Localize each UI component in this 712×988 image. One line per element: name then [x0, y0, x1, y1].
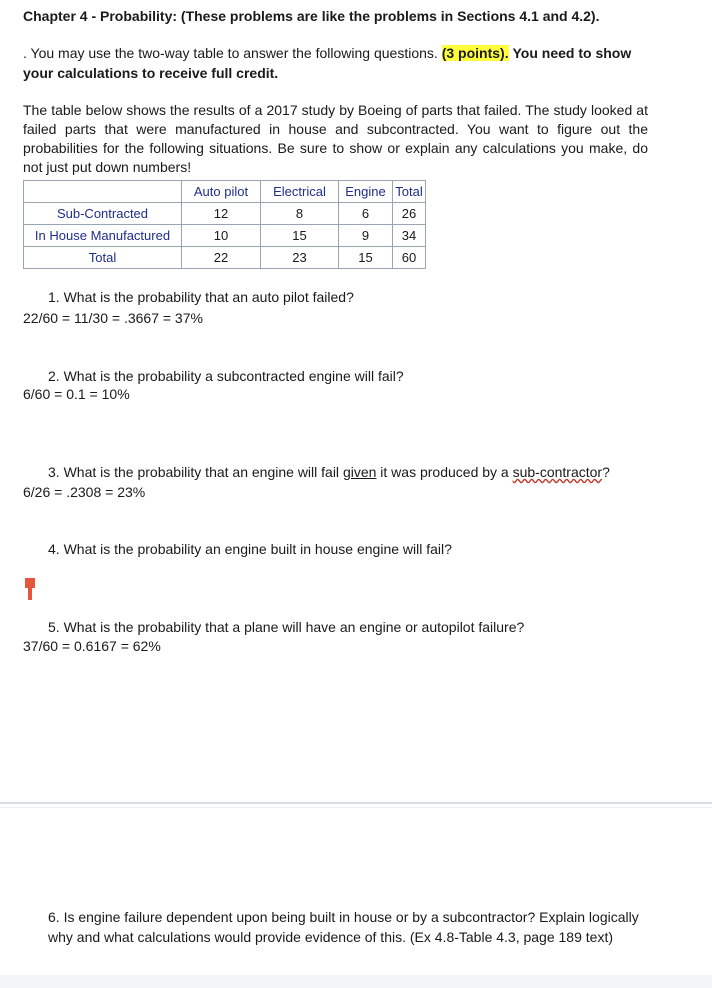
question-1: 1. What is the probability that an auto pilot failed? — [48, 289, 354, 305]
comment-marker-icon[interactable] — [25, 578, 35, 600]
intro-lead: . You may use the two-way table to answer the following questions. — [23, 45, 438, 61]
question-3 — [48, 464, 610, 480]
table-cell: 9 — [339, 225, 393, 247]
page-divider — [0, 802, 712, 804]
question-2: 2. What is the probability a subcontracted engine will fail? — [48, 368, 404, 384]
table-row-label: In House Manufactured — [24, 225, 182, 247]
page-bottom-band — [0, 975, 712, 988]
page-divider-shadow — [0, 807, 712, 808]
two-way-table — [23, 180, 426, 269]
page-title: Chapter 4 - Probability: (These problems are like the problems in Sections 4.1 and 4.2). — [23, 8, 600, 24]
table-header-cell: Electrical — [261, 181, 339, 203]
question-5: 5. What is the probability that a plane will have an engine or autopilot failure? — [48, 619, 525, 635]
table-row — [24, 247, 426, 269]
answer-3: 6/26 = .2308 = 23% — [23, 484, 146, 500]
answer-1: 22/60 = 11/30 = .3667 = 37% — [23, 310, 203, 326]
question-3-suffix: ? — [602, 464, 610, 480]
table-cell: 34 — [393, 225, 426, 247]
study-paragraph: The table below shows the results of a 2017 study by Boeing of parts that failed. The study looked at failed parts that were manufactured in house and subcontracted. You want to figure out the probabilities for the following situations. Be sure to show or explain any calculations you make, do not just put down numbers! — [23, 102, 648, 175]
answer-5: 37/60 = 0.6167 = 62% — [23, 638, 161, 654]
table-cell: 8 — [261, 203, 339, 225]
table-header-cell: Auto pilot — [182, 181, 261, 203]
question-6: 6. Is engine failure dependent upon being built in house or by a subcontractor? Explain logically why and what calculations would provide evidence of this. (Ex 4.8-Table 4.3, page 189 text) — [48, 909, 639, 945]
question-4: 4. What is the probability an engine built in house engine will fail? — [48, 541, 452, 557]
points-highlight: (3 points). — [441, 45, 509, 61]
table-cell: 10 — [182, 225, 261, 247]
table-header-cell: Total — [393, 181, 426, 203]
question-3-prefix: 3. What is the probability that an engine will fail — [48, 464, 343, 480]
question-3-sub-contractor: sub-contractor — [512, 464, 603, 480]
table-header-cell: Engine — [339, 181, 393, 203]
table-row — [24, 225, 426, 247]
question-3-middle: it was produced by a — [376, 464, 513, 480]
intro-text — [23, 43, 663, 83]
table-cell: 15 — [261, 225, 339, 247]
table-row-label: Sub-Contracted — [24, 203, 182, 225]
table-cell: 12 — [182, 203, 261, 225]
question-3-given: given — [342, 464, 377, 480]
table-cell: 23 — [261, 247, 339, 269]
table-header-cell — [24, 181, 182, 203]
table-row — [24, 203, 426, 225]
table-cell: 6 — [339, 203, 393, 225]
table-header-row — [24, 181, 426, 203]
answer-2: 6/60 = 0.1 = 10% — [23, 386, 130, 402]
table-cell: 15 — [339, 247, 393, 269]
table-row-label: Total — [24, 247, 182, 269]
intro-tail: You need to show your calculations to receive full credit. — [23, 45, 632, 81]
table-cell: 22 — [182, 247, 261, 269]
table-cell: 26 — [393, 203, 426, 225]
table-cell: 60 — [393, 247, 426, 269]
